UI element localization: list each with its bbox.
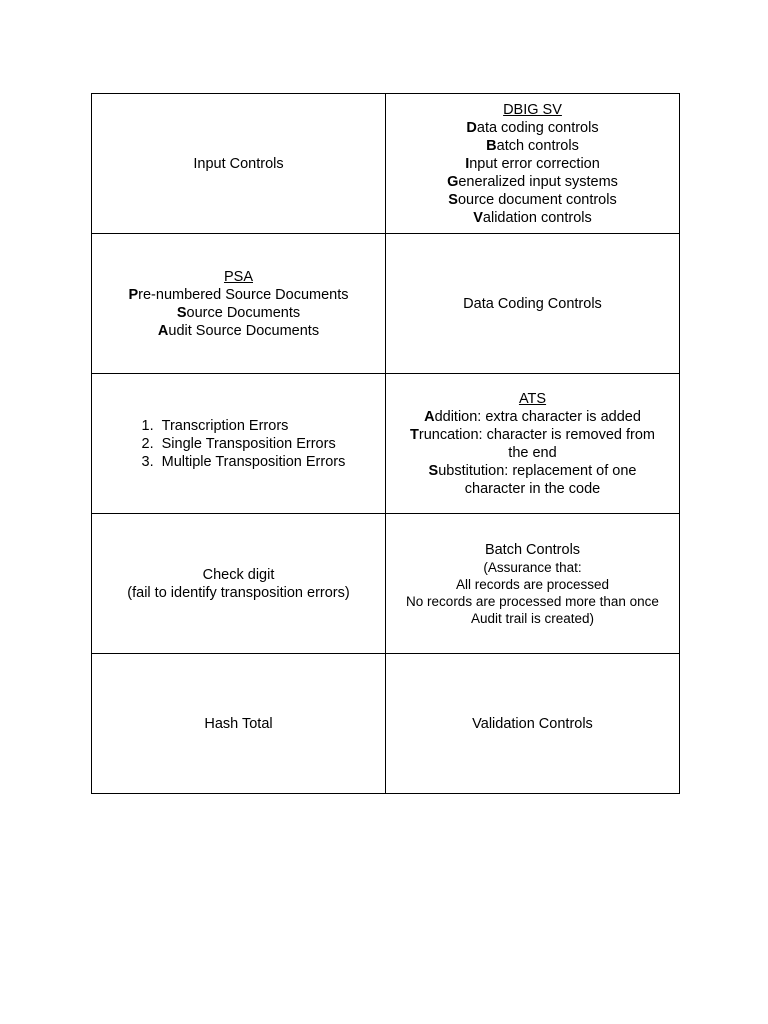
table-row [92,374,680,514]
mnemonic-header: PSA [223,268,253,285]
card-text: Validation Controls [472,715,593,732]
mnemonic-item: Audit Source Documents [157,322,320,339]
card-text: Data Coding Controls [463,295,602,312]
mnemonic-item: Data coding controls [466,119,599,136]
card-title: Batch Controls [484,541,581,558]
card-check-digit [92,514,386,654]
mnemonic-item-continued: the end [508,444,557,461]
card-line: All records are processed [455,576,610,592]
flashcard-table [91,93,680,794]
card-input-controls [92,94,386,234]
numbered-list [132,417,346,471]
mnemonic-header: DBIG SV [503,101,562,118]
mnemonic-item: Pre-numbered Source Documents [128,286,349,303]
mnemonic-item: Substitution: replacement of one [428,462,637,479]
card-validation-controls [386,654,680,794]
list-item: 3. Multiple Transposition Errors [141,453,346,470]
list-item: 2. Single Transposition Errors [141,435,336,452]
card-line: (Assurance that: [483,559,582,575]
card-line: No records are processed more than once [406,593,659,609]
table-row [92,514,680,654]
card-text: Input Controls [193,155,284,172]
mnemonic-item-continued: character in the code [464,480,601,497]
card-psa [92,234,386,374]
list-item: 1. Transcription Errors [141,417,289,434]
card-note: (fail to identify transposition errors) [127,584,350,601]
mnemonic-item: Source Documents [176,304,301,321]
card-hash-total [92,654,386,794]
card-text: Hash Total [204,715,273,732]
card-batch-controls [386,514,680,654]
card-error-types [92,374,386,514]
card-ats [386,374,680,514]
mnemonic-item: Batch controls [486,137,579,154]
mnemonic-item: Generalized input systems [447,173,618,190]
card-line: Audit trail is created) [470,610,595,626]
card-dbig-sv [386,94,680,234]
table-row [92,94,680,234]
mnemonic-item: Truncation: character is removed from [410,426,655,443]
mnemonic-item: Validation controls [473,209,592,226]
card-data-coding-controls [386,234,680,374]
table-row [92,654,680,794]
table-row [92,234,680,374]
mnemonic-item: Addition: extra character is added [424,408,641,425]
mnemonic-header: ATS [518,390,547,407]
card-title: Check digit [202,566,275,583]
mnemonic-item: Input error correction [465,155,600,172]
mnemonic-item: Source document controls [448,191,617,208]
